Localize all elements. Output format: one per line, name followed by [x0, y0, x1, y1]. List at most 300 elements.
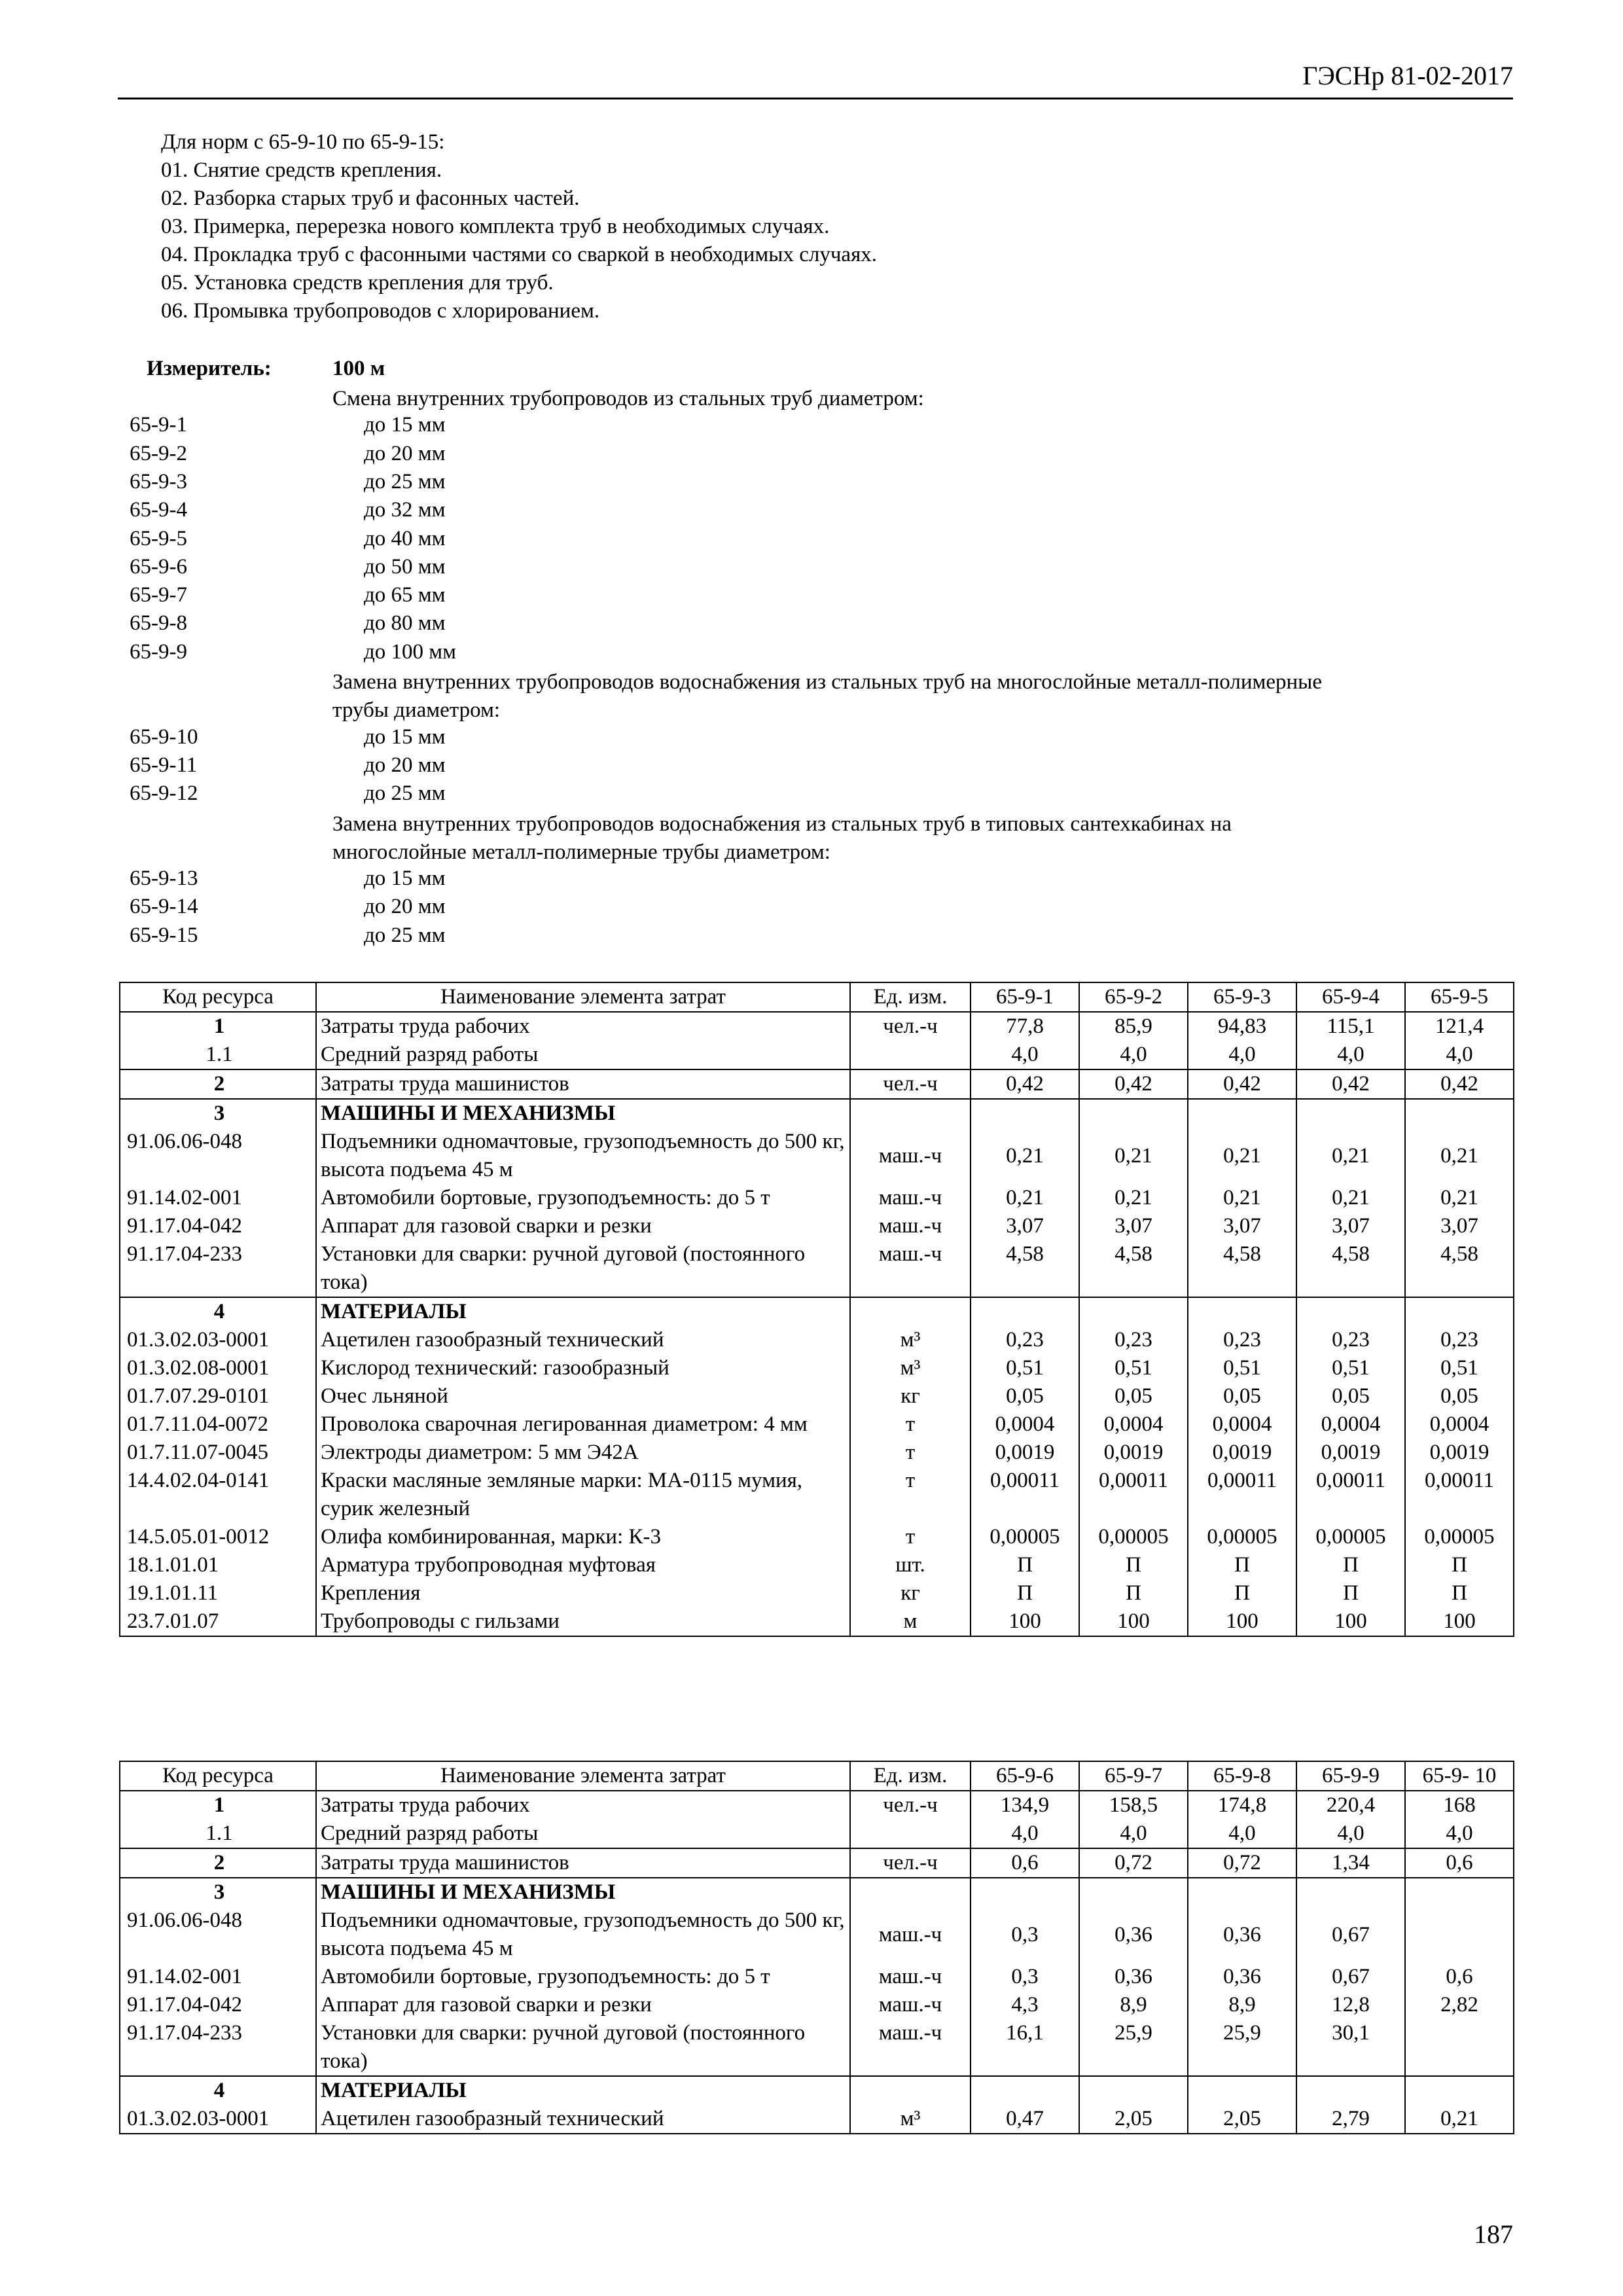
value-cell: [1405, 1878, 1514, 1907]
norm-description: до 25 мм: [364, 469, 446, 493]
resource-name: Автомобили бортовые, грузоподъемность: до 5 т: [316, 1184, 850, 1212]
column-header: 65-9-6: [971, 1761, 1079, 1791]
value-cell: 0,05: [1188, 1382, 1296, 1410]
value-cell: 25,9: [1079, 2019, 1188, 2076]
value-cell: [1079, 1099, 1188, 1128]
value-cell: П: [1296, 1579, 1405, 1607]
unit-cell: м³: [850, 2105, 971, 2134]
value-cell: 0,6: [971, 1848, 1079, 1878]
norm-item: [0, 583, 1623, 611]
operation-item: 03. Примерка, перерезка нового комплекта труб в необходимых случаях.: [161, 215, 830, 238]
value-cell: 174,8: [1188, 1791, 1296, 1820]
value-cell: 0,67: [1296, 1963, 1405, 1991]
column-header: Код ресурса: [120, 982, 316, 1012]
value-cell: 0,00011: [1079, 1467, 1188, 1523]
norm-description: до 80 мм: [364, 611, 446, 636]
value-cell: 3,07: [1079, 1212, 1188, 1240]
column-header: 65-9-9: [1296, 1761, 1405, 1791]
value-cell: 4,0: [1079, 1820, 1188, 1848]
unit-cell: т: [850, 1439, 971, 1467]
value-cell: П: [1188, 1551, 1296, 1579]
resource-name: Автомобили бортовые, грузоподъемность: до 5 т: [316, 1963, 850, 1991]
norm-item: [0, 781, 1623, 810]
value-cell: 30,1: [1296, 2019, 1405, 2076]
value-cell: 0,0019: [971, 1439, 1079, 1467]
value-cell: 4,0: [1079, 1041, 1188, 1069]
value-cell: 4,58: [1079, 1240, 1188, 1297]
table-row: [120, 1240, 1514, 1297]
resource-name: МАТЕРИАЛЫ: [316, 1297, 850, 1326]
value-cell: П: [971, 1551, 1079, 1579]
value-cell: П: [1405, 1551, 1514, 1579]
resource-name: Крепления: [316, 1579, 850, 1607]
value-cell: 77,8: [971, 1012, 1079, 1041]
unit-cell: [850, 1878, 971, 1907]
unit-cell: чел.-ч: [850, 1069, 971, 1099]
column-header: 65-9-8: [1188, 1761, 1296, 1791]
resource-code: 91.06.06-048: [120, 1907, 316, 1963]
resource-name: Затраты труда машинистов: [316, 1069, 850, 1099]
header-rule: [118, 98, 1513, 99]
value-cell: 0,23: [1405, 1326, 1514, 1354]
resource-name: Очес льняной: [316, 1382, 850, 1410]
resource-code: 2: [120, 1848, 316, 1878]
unit-cell: маш.-ч: [850, 2019, 971, 2076]
table-row: [120, 1410, 1514, 1439]
norm-code: 65-9-8: [130, 611, 187, 636]
value-cell: 0,0004: [1079, 1410, 1188, 1439]
value-cell: 0,23: [971, 1326, 1079, 1354]
table-row: [120, 1439, 1514, 1467]
table-row: [120, 1099, 1514, 1128]
column-header: Наименование элемента затрат: [316, 1761, 850, 1791]
norm-description: до 15 мм: [364, 413, 446, 437]
resource-name: Установки для сварки: ручной дуговой (постоянного тока): [316, 1240, 850, 1297]
value-cell: 4,58: [1188, 1240, 1296, 1297]
value-cell: 0,6: [1405, 1848, 1514, 1878]
resource-code: 2: [120, 1069, 316, 1099]
unit-cell: [850, 2076, 971, 2105]
resource-code: 23.7.01.07: [120, 1607, 316, 1636]
unit-cell: [850, 1041, 971, 1069]
resource-code: 1: [120, 1791, 316, 1820]
norm-code: 65-9-9: [130, 639, 187, 664]
unit-cell: маш.-ч: [850, 1991, 971, 2019]
value-cell: 4,0: [1188, 1041, 1296, 1069]
norm-item: [0, 611, 1623, 639]
norm-code: 65-9-2: [130, 441, 187, 465]
value-cell: 0,42: [1405, 1069, 1514, 1099]
value-cell: 0,21: [1405, 1184, 1514, 1212]
resource-name: МАШИНЫ И МЕХАНИЗМЫ: [316, 1099, 850, 1128]
meter-value: 100 м: [332, 357, 385, 380]
value-cell: [1188, 1099, 1296, 1128]
norm-item: [0, 413, 1623, 441]
unit-cell: [850, 1820, 971, 1848]
table-row: [120, 2105, 1514, 2134]
table-row: [120, 1041, 1514, 1069]
value-cell: 3,07: [1188, 1212, 1296, 1240]
norm-item: [0, 924, 1623, 952]
table-row: [120, 1467, 1514, 1523]
value-cell: 2,82: [1405, 1991, 1514, 2019]
resource-name: Олифа комбинированная, марки: К-3: [316, 1523, 850, 1551]
value-cell: [1188, 1878, 1296, 1907]
value-cell: 0,21: [971, 1128, 1079, 1184]
value-cell: 3,07: [1405, 1212, 1514, 1240]
value-cell: П: [1079, 1579, 1188, 1607]
unit-cell: кг: [850, 1382, 971, 1410]
norm-item: [0, 867, 1623, 895]
value-cell: П: [1405, 1579, 1514, 1607]
value-cell: 4,0: [1296, 1041, 1405, 1069]
value-cell: 134,9: [971, 1791, 1079, 1820]
norm-description: до 40 мм: [364, 526, 446, 550]
value-cell: 4,0: [971, 1820, 1079, 1848]
value-cell: 0,05: [1079, 1382, 1188, 1410]
value-cell: 0,6: [1405, 1963, 1514, 1991]
value-cell: 0,00011: [971, 1467, 1079, 1523]
resource-code: 01.7.11.07-0045: [120, 1439, 316, 1467]
value-cell: 100: [1079, 1607, 1188, 1636]
unit-cell: м³: [850, 1354, 971, 1382]
resource-code: 91.17.04-233: [120, 1240, 316, 1297]
resource-code: 91.06.06-048: [120, 1128, 316, 1184]
value-cell: 0,0004: [971, 1410, 1079, 1439]
table-row: [120, 1212, 1514, 1240]
resource-name: Средний разряд работы: [316, 1041, 850, 1069]
value-cell: 0,21: [1405, 1128, 1514, 1184]
value-cell: П: [971, 1579, 1079, 1607]
value-cell: [1079, 1878, 1188, 1907]
resource-code: 91.17.04-042: [120, 1991, 316, 2019]
norm-description: до 100 мм: [364, 639, 457, 664]
value-cell: [1405, 1297, 1514, 1326]
operation-item: Для норм с 65-9-10 по 65-9-15:: [161, 130, 445, 154]
value-cell: 100: [1188, 1607, 1296, 1636]
resource-name: Аппарат для газовой сварки и резки: [316, 1212, 850, 1240]
norm-code: 65-9-11: [130, 753, 198, 777]
resource-code: 01.3.02.03-0001: [120, 2105, 316, 2134]
value-cell: 4,0: [971, 1041, 1079, 1069]
unit-cell: чел.-ч: [850, 1791, 971, 1820]
resource-name: МАШИНЫ И МЕХАНИЗМЫ: [316, 1878, 850, 1907]
value-cell: 0,21: [1079, 1128, 1188, 1184]
value-cell: 8,9: [1079, 1991, 1188, 2019]
value-cell: 0,00011: [1405, 1467, 1514, 1523]
column-header: 65-9-2: [1079, 982, 1188, 1012]
resource-code: 01.7.07.29-0101: [120, 1382, 316, 1410]
value-cell: 2,05: [1188, 2105, 1296, 2134]
resource-name: Средний разряд работы: [316, 1820, 850, 1848]
value-cell: 0,21: [1296, 1128, 1405, 1184]
value-cell: 0,72: [1188, 1848, 1296, 1878]
resource-code: 1.1: [120, 1820, 316, 1848]
value-cell: 4,0: [1405, 1820, 1514, 1848]
operations-list: [161, 128, 877, 325]
resource-name: МАТЕРИАЛЫ: [316, 2076, 850, 2105]
value-cell: [1296, 1878, 1405, 1907]
value-cell: 4,0: [1296, 1820, 1405, 1848]
value-cell: 115,1: [1296, 1012, 1405, 1041]
value-cell: 0,21: [1405, 2105, 1514, 2134]
table-row: [120, 1820, 1514, 1848]
value-cell: [971, 1878, 1079, 1907]
norm-code: 65-9-12: [130, 781, 198, 806]
resource-code: 3: [120, 1099, 316, 1128]
value-cell: 0,23: [1188, 1326, 1296, 1354]
norm-code: 65-9-15: [130, 923, 198, 947]
norm-item: [0, 555, 1623, 583]
resource-name: Затраты труда рабочих: [316, 1012, 850, 1041]
resource-name: Проволока сварочная легированная диаметром: 4 мм: [316, 1410, 850, 1439]
value-cell: 0,51: [971, 1354, 1079, 1382]
unit-cell: кг: [850, 1579, 971, 1607]
table-row: [120, 1963, 1514, 1991]
value-cell: 100: [1296, 1607, 1405, 1636]
value-cell: 0,51: [1079, 1354, 1188, 1382]
value-cell: 4,58: [971, 1240, 1079, 1297]
value-cell: 0,51: [1188, 1354, 1296, 1382]
norm-item: [0, 753, 1623, 781]
value-cell: 0,0019: [1405, 1439, 1514, 1467]
table-row: [120, 1354, 1514, 1382]
table-row: [120, 1791, 1514, 1820]
value-cell: 3,07: [1296, 1212, 1405, 1240]
norm-code: 65-9-13: [130, 867, 198, 891]
value-cell: [1405, 2019, 1514, 2076]
norm-item: [0, 895, 1623, 923]
table-row: [120, 2076, 1514, 2105]
table-header-row: [120, 1761, 1514, 1791]
value-cell: 85,9: [1079, 1012, 1188, 1041]
resource-name: Подъемники одномачтовые, грузоподъемность до 500 кг, высота подъема 45 м: [316, 1907, 850, 1963]
value-cell: 0,0004: [1188, 1410, 1296, 1439]
value-cell: 0,00005: [1296, 1523, 1405, 1551]
value-cell: 4,0: [1188, 1820, 1296, 1848]
value-cell: 0,0019: [1296, 1439, 1405, 1467]
value-cell: [971, 1297, 1079, 1326]
unit-cell: т: [850, 1410, 971, 1439]
table-row: [120, 2019, 1514, 2076]
norm-group-heading-line: многослойные металл-полимерные трубы диаметром:: [332, 840, 830, 864]
value-cell: [1296, 1099, 1405, 1128]
resource-name: Затраты труда рабочих: [316, 1791, 850, 1820]
column-header: 65-9-4: [1296, 982, 1405, 1012]
norm-description: до 50 мм: [364, 554, 446, 579]
value-cell: 8,9: [1188, 1991, 1296, 2019]
value-cell: 0,21: [1188, 1128, 1296, 1184]
unit-cell: чел.-ч: [850, 1012, 971, 1041]
resource-table-2: [119, 1761, 1514, 2134]
unit-cell: т: [850, 1523, 971, 1551]
norm-item: [0, 498, 1623, 526]
resource-code: 18.1.01.01: [120, 1551, 316, 1579]
operation-item: 05. Установка средств крепления для труб.: [161, 271, 554, 295]
value-cell: П: [1296, 1551, 1405, 1579]
value-cell: 0,00005: [1188, 1523, 1296, 1551]
value-cell: 0,21: [1079, 1184, 1188, 1212]
column-header: 65-9-7: [1079, 1761, 1188, 1791]
table-row: [120, 1326, 1514, 1354]
column-header: 65-9-5: [1405, 982, 1514, 1012]
norm-group-heading-line: Замена внутренних трубопроводов водоснабжения из стальных труб в типовых сантехкабинах на: [332, 812, 1232, 836]
table-row: [120, 1012, 1514, 1041]
table-row: [120, 1991, 1514, 2019]
value-cell: 3,07: [971, 1212, 1079, 1240]
value-cell: 4,58: [1405, 1240, 1514, 1297]
column-header: Наименование элемента затрат: [316, 982, 850, 1012]
norm-item: [0, 470, 1623, 498]
norm-group-heading-line: трубы диаметром:: [332, 698, 501, 722]
value-cell: 1,34: [1296, 1848, 1405, 1878]
document-code: ГЭСНр 81-02-2017: [1302, 61, 1513, 90]
value-cell: 0,36: [1188, 1907, 1296, 1963]
resource-name: Ацетилен газообразный технический: [316, 1326, 850, 1354]
page-number: 187: [1474, 2219, 1513, 2249]
norm-description: до 20 мм: [364, 753, 446, 777]
resource-code: 91.17.04-233: [120, 2019, 316, 2076]
unit-cell: маш.-ч: [850, 1184, 971, 1212]
column-header: 65-9- 10: [1405, 1761, 1514, 1791]
value-cell: [1296, 1297, 1405, 1326]
value-cell: 0,00005: [971, 1523, 1079, 1551]
column-header: Код ресурса: [120, 1761, 316, 1791]
norm-code: 65-9-7: [130, 583, 187, 607]
value-cell: 0,05: [1296, 1382, 1405, 1410]
value-cell: 0,72: [1079, 1848, 1188, 1878]
unit-cell: маш.-ч: [850, 1212, 971, 1240]
unit-cell: маш.-ч: [850, 1963, 971, 1991]
resource-code: 01.7.11.04-0072: [120, 1410, 316, 1439]
resource-code: 91.14.02-001: [120, 1963, 316, 1991]
table-row: [120, 1907, 1514, 1963]
resource-code: 3: [120, 1878, 316, 1907]
table-row: [120, 1607, 1514, 1636]
unit-cell: м³: [850, 1326, 971, 1354]
table-row: [120, 1551, 1514, 1579]
norm-group-heading: [332, 385, 1510, 413]
operation-item: 01. Снятие средств крепления.: [161, 158, 442, 182]
norm-description: до 65 мм: [364, 583, 446, 607]
value-cell: 0,23: [1296, 1326, 1405, 1354]
value-cell: 0,0019: [1188, 1439, 1296, 1467]
norm-item: [0, 640, 1623, 668]
resource-name: Трубопроводы с гильзами: [316, 1607, 850, 1636]
resource-code: 1: [120, 1012, 316, 1041]
value-cell: 0,42: [971, 1069, 1079, 1099]
value-cell: 0,36: [1079, 1963, 1188, 1991]
value-cell: 0,00011: [1188, 1467, 1296, 1523]
unit-cell: маш.-ч: [850, 1240, 971, 1297]
value-cell: 0,23: [1079, 1326, 1188, 1354]
operation-item: 02. Разборка старых труб и фасонных частей.: [161, 187, 580, 210]
resource-name: Подъемники одномачтовые, грузоподъемность до 500 кг, высота подъема 45 м: [316, 1128, 850, 1184]
operation-item: 06. Промывка трубопроводов с хлорированием.: [161, 299, 600, 323]
resource-code: 1.1: [120, 1041, 316, 1069]
unit-cell: [850, 1297, 971, 1326]
value-cell: 2,79: [1296, 2105, 1405, 2134]
value-cell: 0,00011: [1296, 1467, 1405, 1523]
norm-description: до 15 мм: [364, 725, 446, 749]
value-cell: 0,3: [971, 1963, 1079, 1991]
value-cell: [1405, 1099, 1514, 1128]
value-cell: [1405, 1907, 1514, 1963]
resource-name: Электроды диаметром: 5 мм Э42А: [316, 1439, 850, 1467]
value-cell: 0,42: [1296, 1069, 1405, 1099]
resource-name: Арматура трубопроводная муфтовая: [316, 1551, 850, 1579]
value-cell: 0,51: [1296, 1354, 1405, 1382]
resource-code: 01.3.02.03-0001: [120, 1326, 316, 1354]
resource-table-1: [119, 982, 1514, 1637]
norm-code: 65-9-5: [130, 526, 187, 550]
value-cell: 100: [971, 1607, 1079, 1636]
norm-description: до 20 мм: [364, 441, 446, 465]
value-cell: 0,0019: [1079, 1439, 1188, 1467]
value-cell: 0,47: [971, 2105, 1079, 2134]
norm-item: [0, 725, 1623, 753]
value-cell: [1188, 2076, 1296, 2105]
norm-group-heading-line: Смена внутренних трубопроводов из стальных труб диаметром:: [332, 387, 924, 410]
value-cell: 16,1: [971, 2019, 1079, 2076]
value-cell: [1188, 1297, 1296, 1326]
unit-cell: чел.-ч: [850, 1848, 971, 1878]
value-cell: П: [1079, 1551, 1188, 1579]
norm-description: до 32 мм: [364, 498, 446, 522]
value-cell: 0,05: [971, 1382, 1079, 1410]
column-header: 65-9-3: [1188, 982, 1296, 1012]
value-cell: [1079, 1297, 1188, 1326]
norm-description: до 25 мм: [364, 781, 446, 806]
value-cell: 121,4: [1405, 1012, 1514, 1041]
norm-group-heading: [332, 668, 1510, 725]
resource-code: 01.3.02.08-0001: [120, 1354, 316, 1382]
value-cell: 2,05: [1079, 2105, 1188, 2134]
resource-name: Затраты труда машинистов: [316, 1848, 850, 1878]
value-cell: 0,42: [1079, 1069, 1188, 1099]
norm-code: 65-9-10: [130, 725, 198, 749]
value-cell: 0,05: [1405, 1382, 1514, 1410]
norm-description: до 15 мм: [364, 867, 446, 891]
table-row: [120, 1297, 1514, 1326]
value-cell: 12,8: [1296, 1991, 1405, 2019]
norm-description: до 20 мм: [364, 895, 446, 919]
resource-code: 19.1.01.11: [120, 1579, 316, 1607]
value-cell: [971, 2076, 1079, 2105]
table-row: [120, 1579, 1514, 1607]
value-cell: [1079, 2076, 1188, 2105]
column-header: Ед. изм.: [850, 1761, 971, 1791]
table-row: [120, 1069, 1514, 1099]
value-cell: 0,36: [1079, 1907, 1188, 1963]
norm-code: 65-9-1: [130, 413, 187, 437]
value-cell: 0,00005: [1405, 1523, 1514, 1551]
norm-code: 65-9-14: [130, 895, 198, 919]
value-cell: 94,83: [1188, 1012, 1296, 1041]
value-cell: 25,9: [1188, 2019, 1296, 2076]
value-cell: 0,51: [1405, 1354, 1514, 1382]
norm-group-heading: [332, 810, 1510, 867]
column-header: 65-9-1: [971, 982, 1079, 1012]
operation-item: 04. Прокладка труб с фасонными частями со сваркой в необходимых случаях.: [161, 243, 878, 266]
resource-code: 14.5.05.01-0012: [120, 1523, 316, 1551]
table-row: [120, 1128, 1514, 1184]
value-cell: 158,5: [1079, 1791, 1188, 1820]
value-cell: 0,21: [971, 1184, 1079, 1212]
resource-name: Установки для сварки: ручной дуговой (постоянного тока): [316, 2019, 850, 2076]
value-cell: 0,36: [1188, 1963, 1296, 1991]
column-header: Ед. изм.: [850, 982, 971, 1012]
